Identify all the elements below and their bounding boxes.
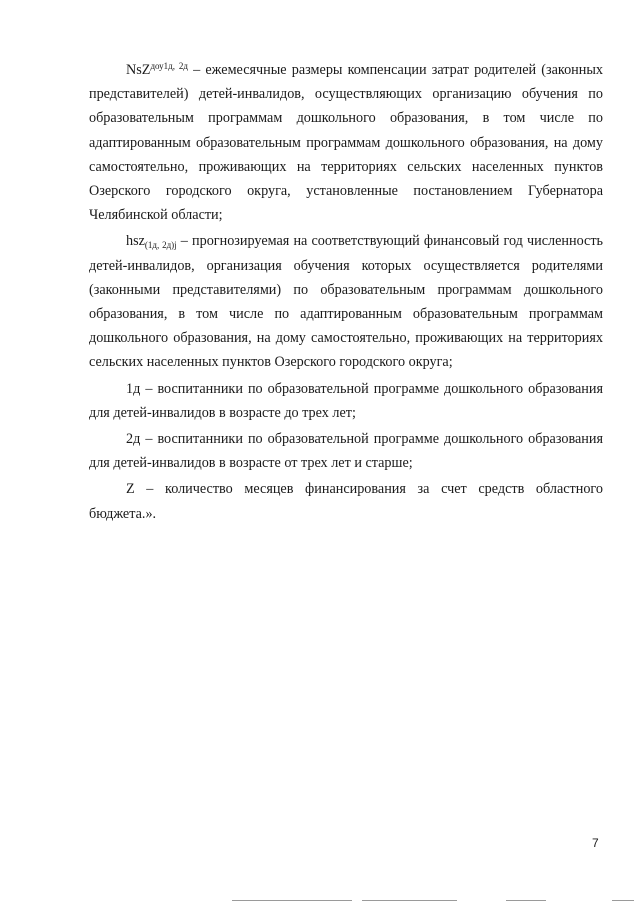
paragraph-text: – прогнозируемая на соответствующий финансовый год численность детей-инвалидов, организация обучения которых осуществляется родителями (законными представителями) по образовательным программам дошкольного образования, в том числе по адаптированным образовательным программам дошкольного образования, на дому самостоятельно, проживающих на территориях сельских населенных пунктов Озерского городского округа;	[89, 233, 604, 371]
paragraph-2d-definition	[89, 427, 603, 475]
paragraph-text: Z – количество месяцев финансирования за счет средств областного бюджета.».	[89, 481, 603, 522]
paragraph-1d-definition	[89, 377, 603, 425]
paragraph-z-definition	[89, 477, 603, 525]
paragraph-text: 1д – воспитанники по образовательной программе дошкольного образования для детей-инвалидов в возрасте до трех лет;	[89, 380, 603, 421]
paragraph-nsz-definition	[89, 58, 603, 227]
paragraph-hsz-definition	[89, 229, 603, 374]
scan-edge-artifact	[0, 896, 640, 905]
variable-nsz: NsZ	[126, 62, 151, 78]
variable-hsz: hsz	[126, 233, 145, 250]
variable-nsz-superscript: доу1д, 2д	[150, 61, 188, 71]
paragraph-text: 2д – воспитанники по образовательной программе дошкольного образования для детей-инвалидов в возрасте от трех лет и старше;	[89, 431, 603, 472]
page-number: 7	[592, 836, 599, 850]
variable-hsz-subscript: (1д, 2д)j	[144, 240, 177, 251]
paragraph-text: – ежемесячные размеры компенсации затрат родителей (законных представителей) детей-инвалидов, осуществляющих организацию обучения по образовательным программам дошкольного образования, в том числе по адаптированным образовательным программам дошкольного образования, на дому самостоятельно, проживающих на территориях сельских населенных пунктов Озерского городского округа, установленные постановлением Губернатора Челябинской области;	[89, 62, 603, 224]
body-text	[89, 58, 603, 526]
